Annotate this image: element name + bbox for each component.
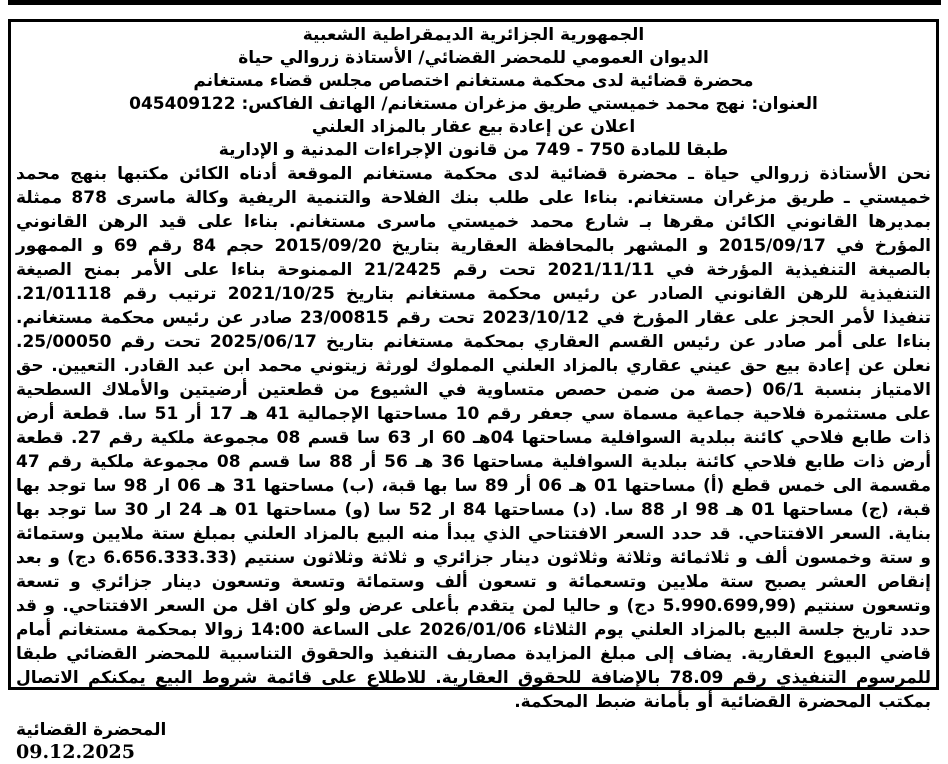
signature-line: المحضرة القضائية <box>16 720 167 740</box>
header-line-republic: الجمهورية الجزائرية الديمقراطية الشعبية <box>302 25 645 45</box>
header-line-address-phone: العنوان: نهج محمد خميستي طريق مزغران مستغانم/ الهاتف الفاكس: 045409122 <box>129 94 818 114</box>
date-line: 09.12.2025 <box>16 741 135 763</box>
notice-header <box>16 24 931 162</box>
header-line-bailiff: محضرة قضائية لدى محكمة مستغانم اختصاص مجلس قضاء مستغانم <box>193 71 754 91</box>
header-line-notice-title: اعلان عن إعادة بيع عقار بالمزاد العلني <box>311 117 636 137</box>
notice-frame <box>8 19 939 763</box>
top-rule-divider <box>8 0 941 5</box>
header-line-office: الديوان العمومي للمحضر القضائي/ الأستاذة زروالي حياة <box>238 48 709 68</box>
header-line-legal-basis: طبقا للمادة ‎749 - 750‎ من قانون الإجراءات المدنية و الإدارية <box>218 140 729 160</box>
notice-body-text: نحن الأستاذة زروالي حياة ـ محضرة قضائية لدى محكمة مستغانم الموقعة أدناه الكائن مكتبها بنهج محمد خميستي ـ طريق مزغران مستغانم. بناءا على طلب بنك الفلاحة والتنمية الريفية وكالة ماسرى 878 ممثلة بمديرها القانوني الكائن مقرها بـ شارع محمد خميستي ماسرى مستغانم. بناءا على قيد الرهن القانوني المؤرخ في 2015/09/17 و المشهر بالمحافظة العقارية بتاريخ 2015/09/20 حجم 84 رقم 69 و الممهور بالصيغة التنفيذية المؤرخة في 2021/11/11 تحت رقم 21/2425 الممنوحة بناءا على الأمر بمنح الصيغة التنفيذية للرهن القانوني الصادر عن رئيس محكمة مستغانم بتاريخ 2021/10/25 ترتيب رقم 21/01118. تنفيذا لأمر الحجز على عقار المؤرخ في 2023/10/12 تحت رقم 23/00815 صادر عن رئيس محكمة مستغانم. بناءا على أمر صادر عن رئيس القسم العقاري بمحكمة مستغانم بتاريخ 2025/06/17 تحت رقم 25/00050. نعلن عن إعادة بيع حق عيني عقاري بالمزاد العلني المملوك لورثة زيتوني محمد ابن عبد القادر. التعيين. حق الامتياز بنسبة 06/1 (حصة من ضمن حصص متساوية في الشيوع من قطعتين أرضيتين والأملاك السطحية على مستثمرة فلاحية جماعية مسماة سي جعفر رقم 10 مساحتها الإجمالية 41 هـ 17 أر 51 سا. قطعة أرض ذات طابع فلاحي كائنة ببلدية السوافلية مساحتها 04هـ 60 ار 63 سا قسم 08 مجموعة ملكية رقم 27. قطعة أرض ذات طابع فلاحي كائنة ببلدية السوافلية مساحتها 36 هـ 56 أر 88 سا قسم 08 مجموعة ملكية رقم 47 مقسمة الى خمس قطع (أ) مساحتها 01 هـ 06 أر 89 سا بها قبة، (ب) مساحتها 31 هـ 06 ار 98 سا توجد بها قبة، (ج) مساحتها 01 هـ 98 ار 88 سا. (د) مساحتها 84 ار 52 سا (و) مساحتها 01 هـ 24 ار 30 سا توجد بها بناية. السعر الافتتاحي. قد حدد السعر الافتتاحي الذي يبدأ منه البيع بالمزاد العلني بمبلغ ستة ملايين وستمائة و ستة وخمسون ألف و ثلاثمائة وثلاثة وثلاثون دينار جزائري و ثلاثة وثلاثون سنتيم (6.656.333.33 دج) و بعد إنقاص العشر يصبح ستة ملايين وتسعمائة و تسعون ألف وستمائة وتسعة وتسعون دينار جزائري و تسعة وتسعون سنتيم (5.990.699,99 دج) و حاليا لمن يتقدم بأعلى عرض ولو كان اقل من السعر الافتتاحي. و قد حدد تاريخ جلسة البيع بالمزاد العلني يوم الثلاثاء 2026/01/06 على الساعة 14:00 زوالا بمحكمة مستغانم أمام قاضي البيوع العقارية. يضاف إلى مبلغ المزايدة مصاريف التنفيذ والحقوق التناسبية للمحضر القضائي طبقا للمرسوم التنفيذي رقم 78.09 بالإضافة للحقوق العقارية. للاطلاع على قائمة شروط البيع يمكنكم الاتصال بمكتب المحضرة القضائية أو بأمانة ضبط المحكمة. <box>16 164 932 712</box>
notice-footer <box>16 720 931 764</box>
